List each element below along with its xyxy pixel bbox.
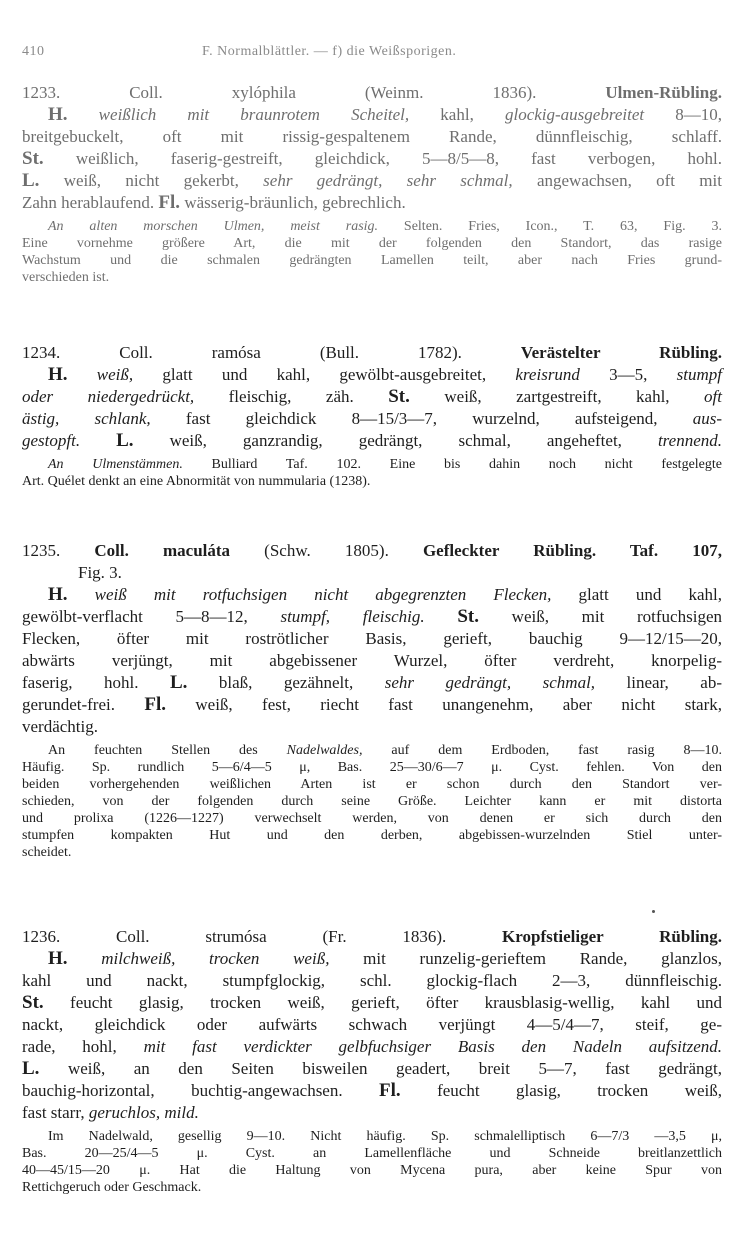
description-line — [22, 342, 722, 364]
entry-note — [22, 1128, 722, 1196]
note-line — [22, 1128, 722, 1145]
description-text: gerundet-frei. — [22, 695, 145, 714]
description-text: St. — [22, 148, 44, 169]
description-text: stumpf — [676, 365, 723, 384]
entry-description — [22, 342, 722, 452]
note-text: scheidet. — [22, 845, 72, 860]
description-text: 1234. Coll. ramósa (Bull. 1782). — [22, 343, 521, 362]
description-line — [22, 1014, 722, 1036]
description-text: Zahn herablaufend. — [22, 193, 159, 212]
description-text: L. — [169, 672, 188, 693]
note-line — [22, 269, 722, 286]
description-text: rade, hohl, — [22, 1037, 144, 1056]
description-line — [22, 926, 722, 948]
description-text: milchweiß, trocken weiß, — [67, 949, 330, 968]
entry-1236 — [22, 926, 722, 1196]
note-line — [22, 1145, 722, 1162]
note-text: auf dem Erdboden, fast rasig 8—10. — [362, 743, 722, 758]
note-line — [22, 742, 722, 759]
note-text: Im Nadelwald, gesellig 9—10. Nicht häufig. Sp. schmalelliptisch 6—7/3 —3,5 μ, — [48, 1129, 722, 1144]
description-line — [22, 148, 722, 170]
description-text: nackt, gleichdick oder aufwärts schwach verjüngt 4—5/4—7, steif, ge- — [22, 1015, 722, 1034]
description-text: Gefleckter Rübling. Taf. 107, — [422, 541, 722, 560]
description-line — [22, 948, 722, 970]
description-text: 8—10, — [644, 105, 722, 124]
description-text: L. — [116, 430, 134, 451]
note-line — [22, 235, 722, 252]
description-text: trennend. — [657, 431, 723, 450]
description-text: sehr gedrängt, sehr schmal, — [263, 171, 513, 190]
description-text: weiß, — [67, 365, 134, 384]
note-line — [22, 759, 722, 776]
description-text: fast gleichdick 8—15/3—7, wurzelnd, aufsteigend, — [150, 409, 693, 428]
description-line — [22, 364, 722, 386]
entry-1233 — [22, 82, 722, 286]
note-text: An Ulmenstämmen. — [48, 457, 183, 472]
entry-description — [22, 540, 722, 738]
note-line — [22, 252, 722, 269]
description-text: H. — [48, 948, 68, 969]
description-text: verdächtig. — [22, 717, 98, 736]
description-line — [22, 584, 722, 606]
description-line — [22, 540, 722, 562]
description-text: St. — [457, 606, 479, 627]
description-line — [22, 386, 722, 408]
description-text: feucht glasig, trocken weiß, — [400, 1081, 722, 1100]
note-line — [22, 793, 722, 810]
description-text: oder niedergedrückt, — [22, 387, 195, 406]
description-text: L. — [22, 1058, 40, 1079]
description-text: faserig, hohl. — [22, 673, 170, 692]
description-line — [22, 716, 722, 738]
description-line — [22, 1058, 722, 1080]
note-text: beiden vorhergehenden weißlichen Arten ist er schon durch den Standort ver- — [22, 777, 722, 792]
note-line — [22, 218, 722, 235]
description-text: weiß, ganzrandig, gedrängt, schmal, angeheftet, — [133, 431, 658, 450]
description-text: Flecken, öfter mit roströtlicher Basis, gerieft, bauchig 9—12/15—20, — [22, 629, 722, 648]
description-text: kahl und nackt, stumpfglockig, schl. glockig-flach 2—3, dünnfleischig. — [22, 971, 722, 990]
description-line — [22, 1102, 722, 1124]
note-text: Bulliard Taf. 102. Eine bis dahin noch nicht festgelegte — [182, 457, 722, 472]
description-text: feucht glasig, trocken weiß, gerieft, öfter krausblasig-wellig, kahl und — [43, 993, 722, 1012]
description-text: fleischig, zäh. — [194, 387, 389, 406]
description-text: aus- — [692, 409, 723, 428]
note-text: Häufig. Sp. rundlich 5—6/4—5 μ, Bas. 25—30/6—7 μ. Cyst. fehlen. Von den — [22, 760, 722, 775]
description-text: glockig-ausgebreitet — [504, 105, 645, 124]
note-text: stumpfen kompakten Hut und den derben, abgebissen-wurzelnden Stiel unter- — [22, 828, 722, 843]
description-text: weiß mit rotfuchsigen nicht abgegrenzten Flecken, — [67, 585, 552, 604]
description-text: mit fast verdickter gelbfuchsiger Basis den Nadeln aufsitzend. — [143, 1037, 722, 1056]
description-line — [22, 104, 722, 126]
note-text: Bas. 20—25/4—5 μ. Cyst. an Lamellenfläche und Schneide breitlanzettlich — [22, 1146, 722, 1161]
note-text: An feuchten Stellen des — [48, 743, 287, 758]
description-text: weiß, zartgestreift, kahl, — [409, 387, 705, 406]
description-line — [22, 192, 722, 214]
note-text: Art. Quélet denkt an eine Abnormität von nummularia (1238). — [22, 474, 371, 489]
description-text: (Schw. 1805). — [230, 541, 423, 560]
description-text: H. — [48, 104, 68, 125]
description-text: Ulmen-Rübling. — [605, 83, 722, 102]
description-text: gestopft. — [22, 431, 81, 450]
description-line — [22, 82, 722, 104]
description-text — [80, 431, 116, 450]
description-text: kreisrund — [515, 365, 580, 384]
description-text: oft — [704, 387, 722, 406]
description-text: L. — [22, 170, 40, 191]
description-text: 1235. — [22, 541, 95, 560]
entry-note — [22, 456, 722, 490]
description-text: breitgebuckelt, oft mit rissig-gespaltenem Rande, dünnfleischig, schlaff. — [22, 127, 722, 146]
note-line — [22, 810, 722, 827]
speck-mark — [652, 910, 655, 913]
description-text: weißlich, faserig-gestreift, gleichdick, 5—8/5—8, fast verbogen, hohl. — [43, 149, 722, 168]
description-text: gewölbt-verflacht 5—8—12, — [22, 607, 281, 626]
entry-1235 — [22, 540, 722, 861]
description-text: ästig, schlank, — [22, 409, 151, 428]
description-text: glatt und kahl, gewölbt-ausgebreitet, — [133, 365, 516, 384]
note-line — [22, 1179, 722, 1196]
entry-1234 — [22, 342, 722, 490]
description-text: 1236. Coll. strumósa (Fr. 1836). — [22, 927, 503, 946]
description-line — [22, 1036, 722, 1058]
description-line — [22, 430, 722, 452]
description-line — [22, 126, 722, 148]
note-text: Selten. Fries, Icon., T. 63, Fig. 3. — [378, 219, 722, 234]
entry-note — [22, 742, 722, 861]
note-text: Wachstum und die schmalen gedrängten Lamellen teilt, aber nach Fries grund- — [22, 253, 722, 268]
note-line — [22, 1162, 722, 1179]
description-line — [22, 694, 722, 716]
description-text: Verästelter Rübling. — [520, 343, 723, 362]
description-text: 1233. Coll. xylóphila (Weinm. 1836). — [22, 83, 606, 102]
entry-description — [22, 82, 722, 214]
running-title: F. Normalblättler. — f) die Weißsporigen. — [202, 44, 457, 59]
description-text: kahl, — [409, 105, 505, 124]
description-text: blaß, gezähnelt, — [187, 673, 385, 692]
note-text: und prolixa (1226—1227) verwechselt werden, von denen er sich durch den — [22, 811, 722, 826]
note-line — [22, 473, 722, 490]
description-line — [22, 650, 722, 672]
description-text: geruchlos, mild. — [88, 1103, 199, 1122]
description-text: weißlich mit braunrotem Scheitel, — [67, 105, 410, 124]
note-text: An alten morschen Ulmen, meist rasig. — [48, 219, 379, 234]
description-text: fast starr, — [22, 1103, 89, 1122]
description-text: mit runzelig-gerieftem Rande, glanzlos, — [329, 949, 723, 968]
description-line — [22, 672, 722, 694]
description-line — [22, 606, 722, 628]
description-text: Kropfstieliger Rübling. — [502, 927, 722, 946]
description-text: stumpf, fleischig. — [280, 607, 425, 626]
note-line — [22, 456, 722, 473]
description-text: Fl. — [144, 694, 166, 715]
description-text: H. — [48, 364, 68, 385]
note-text: Eine vornehme größere Art, die mit der folgenden den Standort, das rasige — [22, 236, 722, 251]
entry-description — [22, 926, 722, 1124]
description-text: H. — [48, 584, 68, 605]
description-text: glatt und kahl, — [551, 585, 723, 604]
note-line — [22, 776, 722, 793]
description-line — [22, 170, 722, 192]
description-text: St. — [22, 992, 44, 1013]
description-line — [22, 1080, 722, 1102]
entry-note — [22, 218, 722, 286]
description-text: angewachsen, oft mit — [512, 171, 722, 190]
note-text: Nadelwaldes, — [286, 743, 363, 758]
description-text: linear, ab- — [595, 673, 722, 692]
note-line — [22, 827, 722, 844]
description-line — [22, 992, 722, 1014]
description-line — [22, 408, 722, 430]
description-text: weiß, an den Seiten bisweilen geadert, breit 5—7, fast gedrängt, — [39, 1059, 722, 1078]
description-text: Fl. — [158, 192, 181, 213]
description-text: abwärts verjüngt, mit abgebissener Wurzel, öfter verdreht, knorpelig- — [22, 651, 722, 670]
description-text: sehr gedrängt, schmal, — [384, 673, 596, 692]
description-text: St. — [388, 386, 410, 407]
description-text: wässerig-bräunlich, gebrechlich. — [180, 193, 406, 212]
description-text: bauchig-horizontal, buchtig-angewachsen. — [22, 1081, 380, 1100]
description-text — [425, 607, 458, 626]
note-text: 40—45/15—20 μ. Hat die Haltung von Mycena pura, aber keine Spur von — [22, 1163, 722, 1178]
description-line — [22, 970, 722, 992]
description-text: 3—5, — [579, 365, 677, 384]
note-text: Rettichgeruch oder Geschmack. — [22, 1180, 202, 1195]
description-line — [22, 562, 722, 584]
description-text: Fig. 3. — [78, 563, 122, 582]
page-number: 410 — [22, 44, 45, 59]
description-line — [22, 628, 722, 650]
description-text: Fl. — [379, 1080, 401, 1101]
note-text: schieden, von der folgenden durch seine Größe. Leichter kann er mit distorta — [22, 794, 722, 809]
description-text: weiß, mit rotfuchsigen — [478, 607, 722, 626]
description-text: weiß, fest, riecht fast unangenehm, aber nicht stark, — [166, 695, 722, 714]
description-text: weiß, nicht gekerbt, — [39, 171, 264, 190]
note-text: verschieden ist. — [22, 270, 110, 285]
note-line — [22, 844, 722, 861]
description-text: Coll. maculáta — [94, 541, 231, 560]
